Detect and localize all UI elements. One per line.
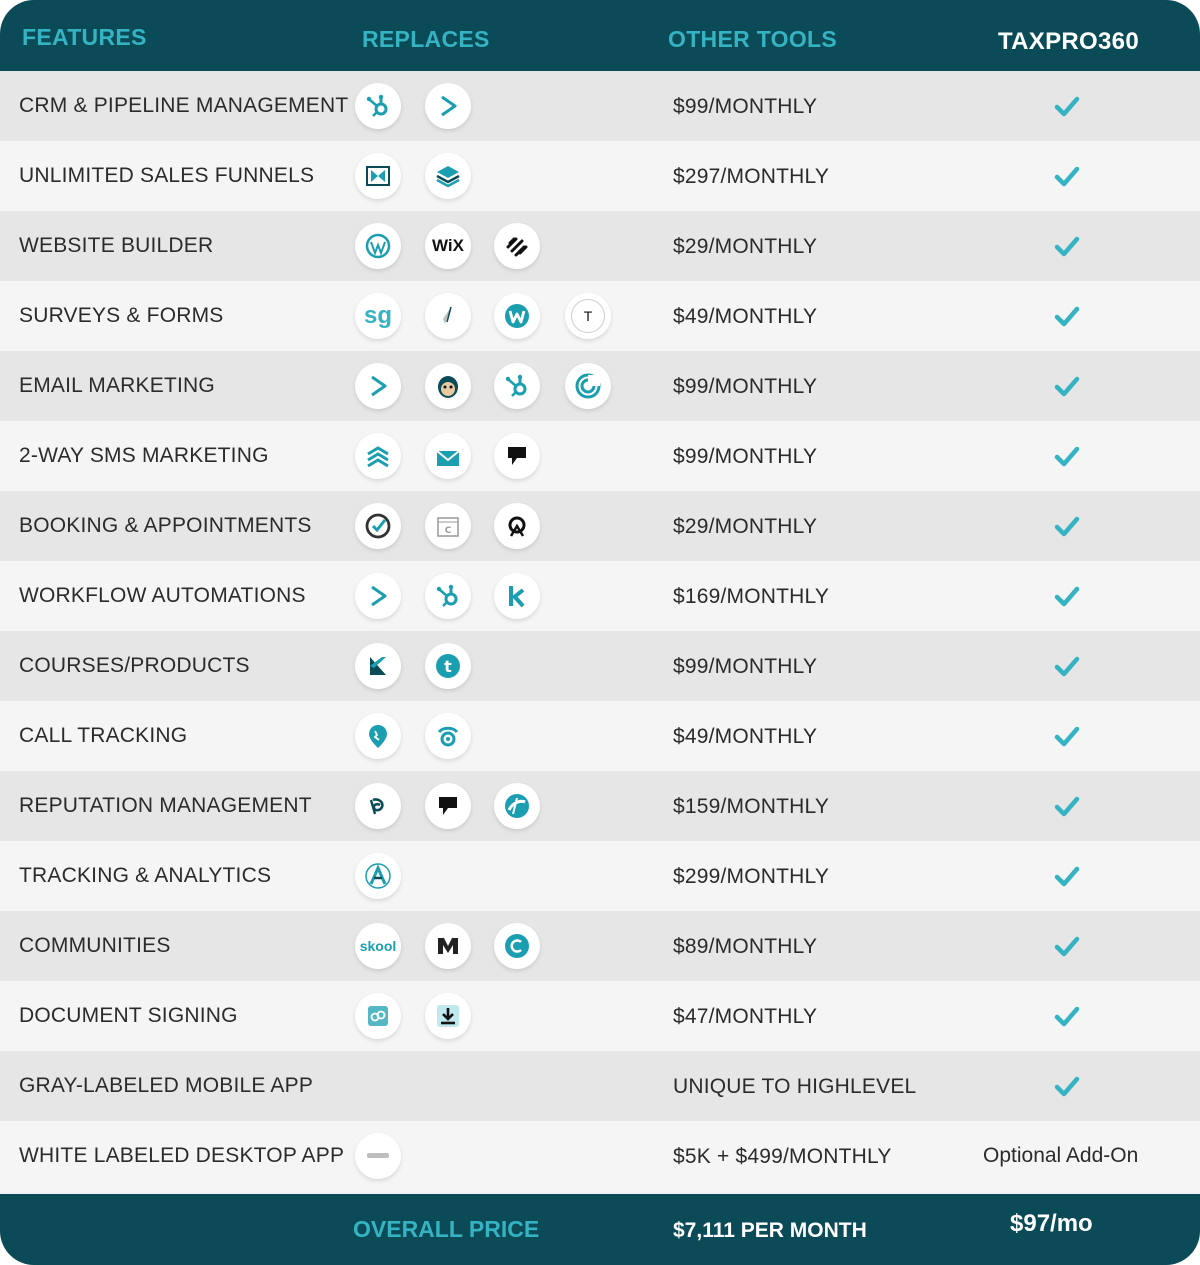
kajabi-icon [355,643,401,689]
calendly-check-icon [355,503,401,549]
table-row [0,71,1200,141]
wix-icon [425,223,471,269]
svg-text:C: C [444,526,452,536]
circle-icon [494,923,540,969]
feature-name: WEBSITE BUILDER [19,234,214,257]
table-row [0,911,1200,981]
table-row [0,771,1200,841]
table-row [0,211,1200,281]
mailchimp-icon [425,363,471,409]
wordpress-icon [355,223,401,269]
podium-icon [425,783,471,829]
other-tools-price: $99/MONTHLY [673,375,818,398]
layers-icon [425,153,471,199]
checkmark-icon [1054,95,1080,117]
header-replaces: REPLACES [362,26,490,52]
clickfunnels-icon [355,153,401,199]
svg-text:t: t [444,657,452,676]
other-tools-price: $297/MONTHLY [673,165,830,188]
jotform-icon [425,293,471,339]
table-body [0,71,1200,1191]
podium-icon [494,433,540,479]
table-row [0,1121,1200,1191]
typeform-label: T [571,299,605,333]
optional-addon-label: Optional Add-On [983,1144,1139,1167]
pandadoc-icon [355,993,401,1039]
feature-name: BOOKING & APPOINTMENTS [19,514,312,537]
other-tools-price: UNIQUE TO HIGHLEVEL [673,1075,917,1098]
feature-name: GRAY-LABELED MOBILE APP [19,1074,314,1097]
feature-name: DOCUMENT SIGNING [19,1004,238,1027]
feature-name: SURVEYS & FORMS [19,304,224,327]
callrail-pin-icon [355,713,401,759]
checkmark-icon [1054,725,1080,747]
table-row [0,841,1200,911]
squarespace-icon [494,223,540,269]
other-tools-price: $29/MONTHLY [673,515,818,538]
table-row [0,421,1200,491]
mighty-icon [425,923,471,969]
feature-name: WHITE LABELED DESKTOP APP [19,1144,345,1167]
feature-name: 2-WAY SMS MARKETING [19,444,269,467]
other-tools-price: $5K + $499/MONTHLY [673,1145,892,1168]
table-header [0,0,1200,71]
other-tools-price: $89/MONTHLY [673,935,818,958]
table-row [0,631,1200,701]
envelope-icon [425,433,471,479]
header-brand: TAXPRO360 [998,28,1139,55]
checkmark-icon [1054,445,1080,467]
feature-name: COURSES/PRODUCTS [19,654,250,677]
activecampaign-icon [355,573,401,619]
table-row [0,701,1200,771]
activecampaign-icon [355,363,401,409]
other-tools-price: $99/MONTHLY [673,445,818,468]
checkmark-icon [1054,865,1080,887]
checkmark-icon [1054,165,1080,187]
surveygizmo-icon [355,293,401,339]
overall-price-label: OVERALL PRICE [353,1216,540,1242]
checkmark-icon [1054,305,1080,327]
table-row [0,491,1200,561]
other-tools-price: $169/MONTHLY [673,585,830,608]
checkmark-icon [1054,515,1080,537]
app-logo-icon [355,1133,401,1179]
checkmark-icon [1054,935,1080,957]
table-row [0,351,1200,421]
feature-name: WORKFLOW AUTOMATIONS [19,584,306,607]
constant-contact-icon [565,363,611,409]
feature-name: COMMUNITIES [19,934,171,957]
table-row [0,561,1200,631]
feature-name: REPUTATION MANAGEMENT [19,794,312,817]
checkmark-icon [1054,375,1080,397]
table-row [0,1051,1200,1121]
other-tools-price: $49/MONTHLY [673,725,818,748]
hubspot-icon [494,363,540,409]
checkmark-icon [1054,795,1080,817]
sg-label: sg [363,302,392,329]
other-tools-price: $99/MONTHLY [673,95,818,118]
other-tools-price: $29/MONTHLY [673,235,818,258]
acuity-icon [494,503,540,549]
hubspot-icon [425,573,471,619]
header-other-tools: OTHER TOOLS [668,26,837,52]
calendar-icon [425,503,471,549]
other-tools-price: $99/MONTHLY [673,655,818,678]
skool-label: skool [359,938,397,954]
download-icon [425,993,471,1039]
hubspot-icon [355,83,401,129]
stacks-icon [355,433,401,479]
activecampaign-icon [425,83,471,129]
table-row [0,981,1200,1051]
wufoo-icon [494,293,540,339]
birdeye-icon [355,783,401,829]
phone-icon [425,713,471,759]
brand-price: $97/mo [1010,1210,1093,1237]
other-tools-total: $7,111 PER MONTH [673,1219,867,1242]
feature-name: EMAIL MARKETING [19,374,215,397]
feature-name: CALL TRACKING [19,724,188,747]
keap-icon [494,573,540,619]
checkmark-icon [1054,235,1080,257]
checkmark-icon [1054,1075,1080,1097]
analytics-icon [355,853,401,899]
other-tools-price: $47/MONTHLY [673,1005,818,1028]
table-row [0,141,1200,211]
other-tools-price: $159/MONTHLY [673,795,830,818]
feature-name: CRM & PIPELINE MANAGEMENT [19,94,349,117]
skool-icon [355,923,401,969]
table-footer [0,1194,1200,1265]
feature-name: TRACKING & ANALYTICS [19,864,272,887]
header-features: FEATURES [22,24,147,50]
teachable-icon [425,643,471,689]
typeform-icon [565,293,611,339]
checkmark-icon [1054,585,1080,607]
table-row [0,281,1200,351]
grade-us-icon [494,783,540,829]
wix-label: WiX [432,236,464,255]
checkmark-icon [1054,655,1080,677]
other-tools-price: $49/MONTHLY [673,305,818,328]
feature-name: UNLIMITED SALES FUNNELS [19,164,315,187]
checkmark-icon [1054,1005,1080,1027]
other-tools-price: $299/MONTHLY [673,865,830,888]
